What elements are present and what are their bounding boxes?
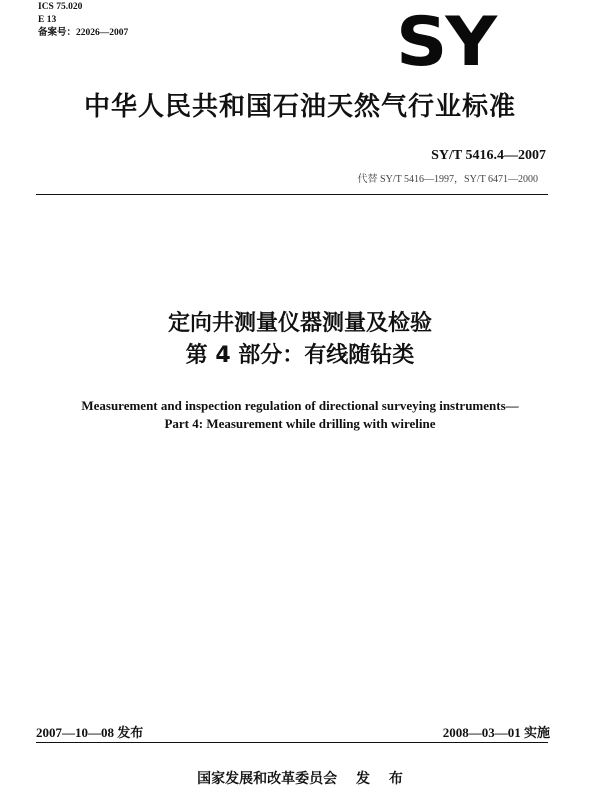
english-title-line1: Measurement and inspection regulation of directional surveying instruments— [81, 398, 519, 413]
chinese-title-line1: 定向井测量仪器测量及检验 [167, 311, 432, 336]
ics-code: ICS 75.020 [38, 2, 83, 12]
publish-date: 2007—10—08 发布 [36, 725, 144, 740]
filing-number: 备案号：22026—2007 [38, 28, 129, 38]
standard-number: SY/T 5416.4—2007 [431, 148, 546, 163]
header-divider [36, 194, 548, 195]
classification-code: E 13 [38, 15, 57, 25]
english-title-line2: Part 4: Measurement while drilling with wireline [164, 416, 436, 431]
footer-divider [36, 742, 548, 743]
issuing-authority: 国家发展和改革委员会 发 布 [197, 771, 403, 787]
chinese-title-line2: 第 4 部分：有线随钻类 [185, 343, 415, 368]
standard-category-title: 中华人民共和国石油天然气行业标准 [83, 92, 516, 122]
effective-date: 2008—03—01 实施 [442, 725, 550, 740]
sy-logo: SY [396, 3, 495, 82]
replaces-note: 代替 SY/T 5416—1997，SY/T 6471—2000 [357, 174, 538, 185]
